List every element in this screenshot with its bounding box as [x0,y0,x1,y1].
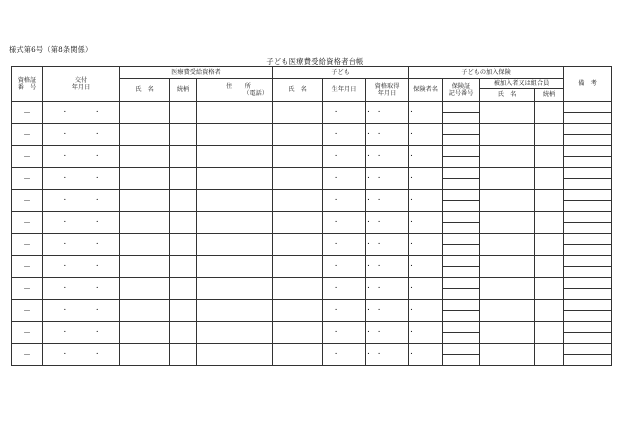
table-row [12,344,612,366]
acquired-date-cell: ・ ・ [366,146,409,168]
ledger-body [12,102,612,366]
birthdate-cell: ・ ・ [323,212,366,234]
relation-cell [170,256,197,278]
issued-date-cell: ・ ・ [43,124,120,146]
remarks-cell [564,344,612,366]
issued-date-cell: ・ ・ [43,256,120,278]
relation-cell [170,234,197,256]
remarks-cell [564,256,612,278]
address-cell [197,234,273,256]
insured-name-cell [480,344,535,366]
recipient-name-cell [120,256,170,278]
relation-cell [170,146,197,168]
insurance-card-cell [443,212,480,234]
child-name-cell [273,344,323,366]
insured-relation-cell [535,234,564,256]
issued-date-cell: ・ ・ [43,102,120,124]
relation-cell [170,168,197,190]
insured-relation-cell [535,146,564,168]
insured-relation-cell [535,322,564,344]
child-name-cell [273,124,323,146]
table-row [12,278,612,300]
table-row [12,146,612,168]
address-cell [197,190,273,212]
relation-cell [170,102,197,124]
insured-relation-cell [535,102,564,124]
child-name-cell [273,256,323,278]
remarks-cell [564,300,612,322]
header-issued-date: 交付 年月日 [43,67,120,102]
insurance-card-cell [443,102,480,124]
child-name-cell [273,190,323,212]
insured-name-cell [480,124,535,146]
cert-no-cell: — [12,124,43,146]
insured-name-cell [480,190,535,212]
issued-date-cell: ・ ・ [43,190,120,212]
address-cell [197,300,273,322]
acquired-date-cell: ・ ・ [366,212,409,234]
header-insurer: 保険者名 [409,79,443,102]
insured-name-cell [480,322,535,344]
birthdate-cell: ・ ・ [323,322,366,344]
birthdate-cell: ・ ・ [323,190,366,212]
birthdate-cell: ・ ・ [323,168,366,190]
acquired-date-cell: ・ ・ [366,322,409,344]
cert-no-cell: — [12,190,43,212]
issued-date-cell: ・ ・ [43,234,120,256]
acquired-date-cell: ・ ・ [366,344,409,366]
header-recipient-group: 医療費受給資格者 [120,67,273,79]
relation-cell [170,212,197,234]
cert-no-cell: — [12,234,43,256]
child-name-cell [273,322,323,344]
acquired-date-cell: ・ ・ [366,234,409,256]
recipient-name-cell [120,344,170,366]
acquired-date-cell: ・ ・ [366,256,409,278]
child-name-cell [273,168,323,190]
remarks-cell [564,190,612,212]
remarks-cell [564,124,612,146]
recipient-name-cell [120,102,170,124]
recipient-name-cell [120,146,170,168]
address-cell [197,322,273,344]
header-insurance-card: 保険証 記号番号 [443,79,480,102]
insurance-card-cell [443,256,480,278]
cert-no-cell: — [12,300,43,322]
cert-no-cell: — [12,102,43,124]
issued-date-cell: ・ ・ [43,168,120,190]
birthdate-cell: ・ ・ [323,124,366,146]
birthdate-cell: ・ ・ [323,300,366,322]
insurance-card-cell [443,234,480,256]
header-acquired-date: 資格取得 年月日 [366,79,409,102]
recipient-name-cell [120,124,170,146]
cert-no-cell: — [12,322,43,344]
header-insured-relation: 続柄 [535,89,564,102]
child-name-cell [273,234,323,256]
recipient-name-cell [120,234,170,256]
issued-date-cell: ・ ・ [43,300,120,322]
insured-relation-cell [535,168,564,190]
header-remarks: 備 考 [564,67,612,102]
address-cell [197,344,273,366]
header-insurance-group: 子どもの加入保険 [409,67,564,79]
issued-date-cell: ・ ・ [43,212,120,234]
relation-cell [170,190,197,212]
recipient-name-cell [120,168,170,190]
insurance-card-cell [443,322,480,344]
table-row [12,322,612,344]
remarks-cell [564,168,612,190]
acquired-date-cell: ・ ・ [366,124,409,146]
birthdate-cell: ・ ・ [323,234,366,256]
insured-name-cell [480,102,535,124]
remarks-cell [564,212,612,234]
insurance-card-cell [443,344,480,366]
header-child-group: 子ども [273,67,409,79]
address-cell [197,102,273,124]
child-name-cell [273,146,323,168]
table-row [12,300,612,322]
header-birthdate: 生年月日 [323,79,366,102]
cert-no-cell: — [12,146,43,168]
child-name-cell [273,102,323,124]
insured-relation-cell [535,300,564,322]
insured-relation-cell [535,256,564,278]
birthdate-cell: ・ ・ [323,278,366,300]
birthdate-cell: ・ ・ [323,146,366,168]
table-row [12,190,612,212]
insurance-card-cell [443,168,480,190]
child-name-cell [273,300,323,322]
issued-date-cell: ・ ・ [43,322,120,344]
recipient-name-cell [120,212,170,234]
recipient-name-cell [120,300,170,322]
cert-no-cell: — [12,256,43,278]
birthdate-cell: ・ ・ [323,256,366,278]
table-row [12,256,612,278]
cert-no-cell: — [12,212,43,234]
insured-name-cell [480,278,535,300]
header-recipient-name: 氏 名 [120,79,170,102]
address-cell [197,278,273,300]
table-row [12,212,612,234]
table-row [12,102,612,124]
relation-cell [170,322,197,344]
insurance-card-cell [443,190,480,212]
acquired-date-cell: ・ ・ [366,300,409,322]
header-child-name: 氏 名 [273,79,323,102]
form-number: 様式第6号（第8条関係） [9,45,93,54]
birthdate-cell: ・ ・ [323,102,366,124]
remarks-cell [564,278,612,300]
header-insured-name: 氏 名 [480,89,535,102]
recipient-name-cell [120,278,170,300]
acquired-date-cell: ・ ・ [366,102,409,124]
insured-relation-cell [535,124,564,146]
relation-cell [170,124,197,146]
relation-cell [170,300,197,322]
header-address: 住 所 （電話） [197,79,273,102]
insured-relation-cell [535,278,564,300]
acquired-date-cell: ・ ・ [366,168,409,190]
insured-name-cell [480,256,535,278]
insured-relation-cell [535,344,564,366]
cert-no-cell: — [12,168,43,190]
table-row [12,168,612,190]
address-cell [197,256,273,278]
acquired-date-cell: ・ ・ [366,190,409,212]
address-cell [197,146,273,168]
insured-relation-cell [535,190,564,212]
remarks-cell [564,146,612,168]
birthdate-cell: ・ ・ [323,344,366,366]
insurance-card-cell [443,278,480,300]
cert-no-cell: — [12,344,43,366]
address-cell [197,124,273,146]
recipient-name-cell [120,322,170,344]
header-cert-no: 資格証 番 号 [12,67,43,102]
relation-cell [170,344,197,366]
acquired-date-cell: ・ ・ [366,278,409,300]
insurance-card-cell [443,124,480,146]
relation-cell [170,278,197,300]
insured-relation-cell [535,212,564,234]
recipient-name-cell [120,190,170,212]
ledger-table [11,66,612,366]
insured-name-cell [480,168,535,190]
ledger-title: 子ども医療費受給資格者台帳 [266,57,364,66]
remarks-cell [564,102,612,124]
address-cell [197,168,273,190]
child-name-cell [273,278,323,300]
insured-name-cell [480,300,535,322]
remarks-cell [564,234,612,256]
insurance-card-cell [443,146,480,168]
table-row [12,234,612,256]
table-row [12,124,612,146]
insured-name-cell [480,146,535,168]
issued-date-cell: ・ ・ [43,278,120,300]
cert-no-cell: — [12,278,43,300]
insurance-card-cell [443,300,480,322]
header-insured-group: 被加入者又は組合員 [480,79,564,89]
remarks-cell [564,322,612,344]
header-relation: 続柄 [170,79,197,102]
insured-name-cell [480,234,535,256]
child-name-cell [273,212,323,234]
issued-date-cell: ・ ・ [43,344,120,366]
address-cell [197,212,273,234]
issued-date-cell: ・ ・ [43,146,120,168]
insured-name-cell [480,212,535,234]
